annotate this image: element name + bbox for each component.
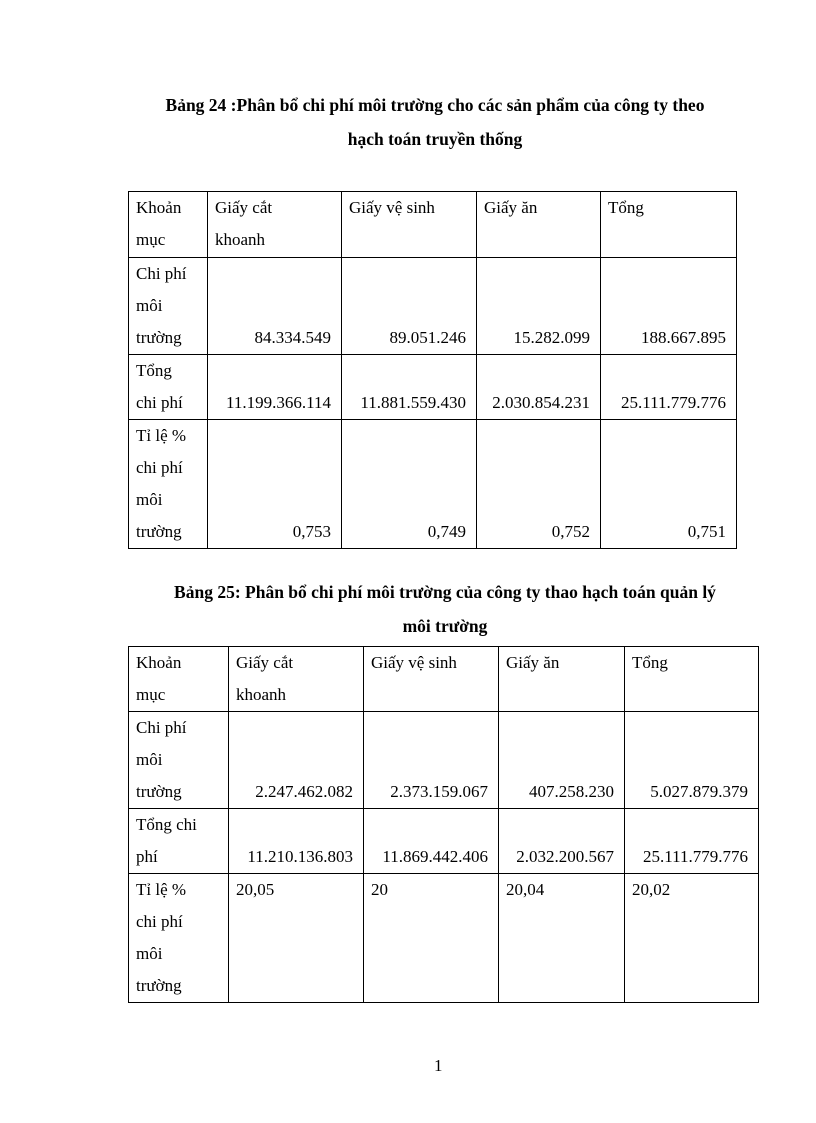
row-label: Tổng chi phí [129,809,229,874]
table-25-title-line1: Bảng 25: Phân bổ chi phí môi trường của công ty thao hạch toán quản lý [174,582,716,602]
column-header: Giấy ăn [477,192,601,258]
column-header: Giấy vệ sinh [342,192,477,258]
table-24-title-line2: hạch toán truyền thống [347,129,523,149]
cell-value: 15.282.099 [477,258,601,355]
cell-value: 0,753 [208,420,342,549]
table-25 [128,646,759,1003]
table-row [129,355,737,420]
cell-value: 2.373.159.067 [364,712,499,809]
row-label: Tỉ lệ % chi phí môi trường [129,874,229,1003]
cell-value: 25.111.779.776 [625,809,759,874]
cell-value: 84.334.549 [208,258,342,355]
cell-value: 5.027.879.379 [625,712,759,809]
table-row [129,258,737,355]
table-24-title [120,88,750,156]
cell-value: 20 [364,874,499,1003]
column-header: Giấy ăn [499,647,625,712]
cell-value: 20,05 [229,874,364,1003]
cell-value: 2.247.462.082 [229,712,364,809]
column-header: Giấy cắt khoanh [208,192,342,258]
cell-value: 11.869.442.406 [364,809,499,874]
cell-value: 0,752 [477,420,601,549]
cell-value: 0,749 [342,420,477,549]
table-row [129,712,759,809]
table-24-title-line1: Bảng 24 :Phân bổ chi phí môi trường cho các sản phẩm của công ty theo [165,95,705,115]
column-header: Tổng [625,647,759,712]
row-label: Tổng chi phí [129,355,208,420]
table-24 [128,191,737,549]
cell-value: 188.667.895 [601,258,737,355]
table-25-title [125,575,765,643]
row-label: Chi phí môi trường [129,258,208,355]
cell-value: 0,751 [601,420,737,549]
header-row [129,192,737,258]
table-row [129,809,759,874]
column-header: Giấy cắt khoanh [229,647,364,712]
row-label: Tỉ lệ % chi phí môi trường [129,420,208,549]
cell-value: 11.881.559.430 [342,355,477,420]
cell-value: 20,04 [499,874,625,1003]
row-label: Chi phí môi trường [129,712,229,809]
header-row [129,647,759,712]
page-number: 1 [434,1056,443,1075]
table-row [129,874,759,1003]
column-header: Khoản mục [129,192,208,258]
cell-value: 2.030.854.231 [477,355,601,420]
cell-value: 25.111.779.776 [601,355,737,420]
cell-value: 407.258.230 [499,712,625,809]
cell-value: 20,02 [625,874,759,1003]
cell-value: 11.199.366.114 [208,355,342,420]
cell-value: 11.210.136.803 [229,809,364,874]
table-row [129,420,737,549]
table-25-title-line2: môi trường [402,616,488,636]
column-header: Tổng [601,192,737,258]
column-header: Giấy vệ sinh [364,647,499,712]
column-header: Khoản mục [129,647,229,712]
cell-value: 2.032.200.567 [499,809,625,874]
cell-value: 89.051.246 [342,258,477,355]
